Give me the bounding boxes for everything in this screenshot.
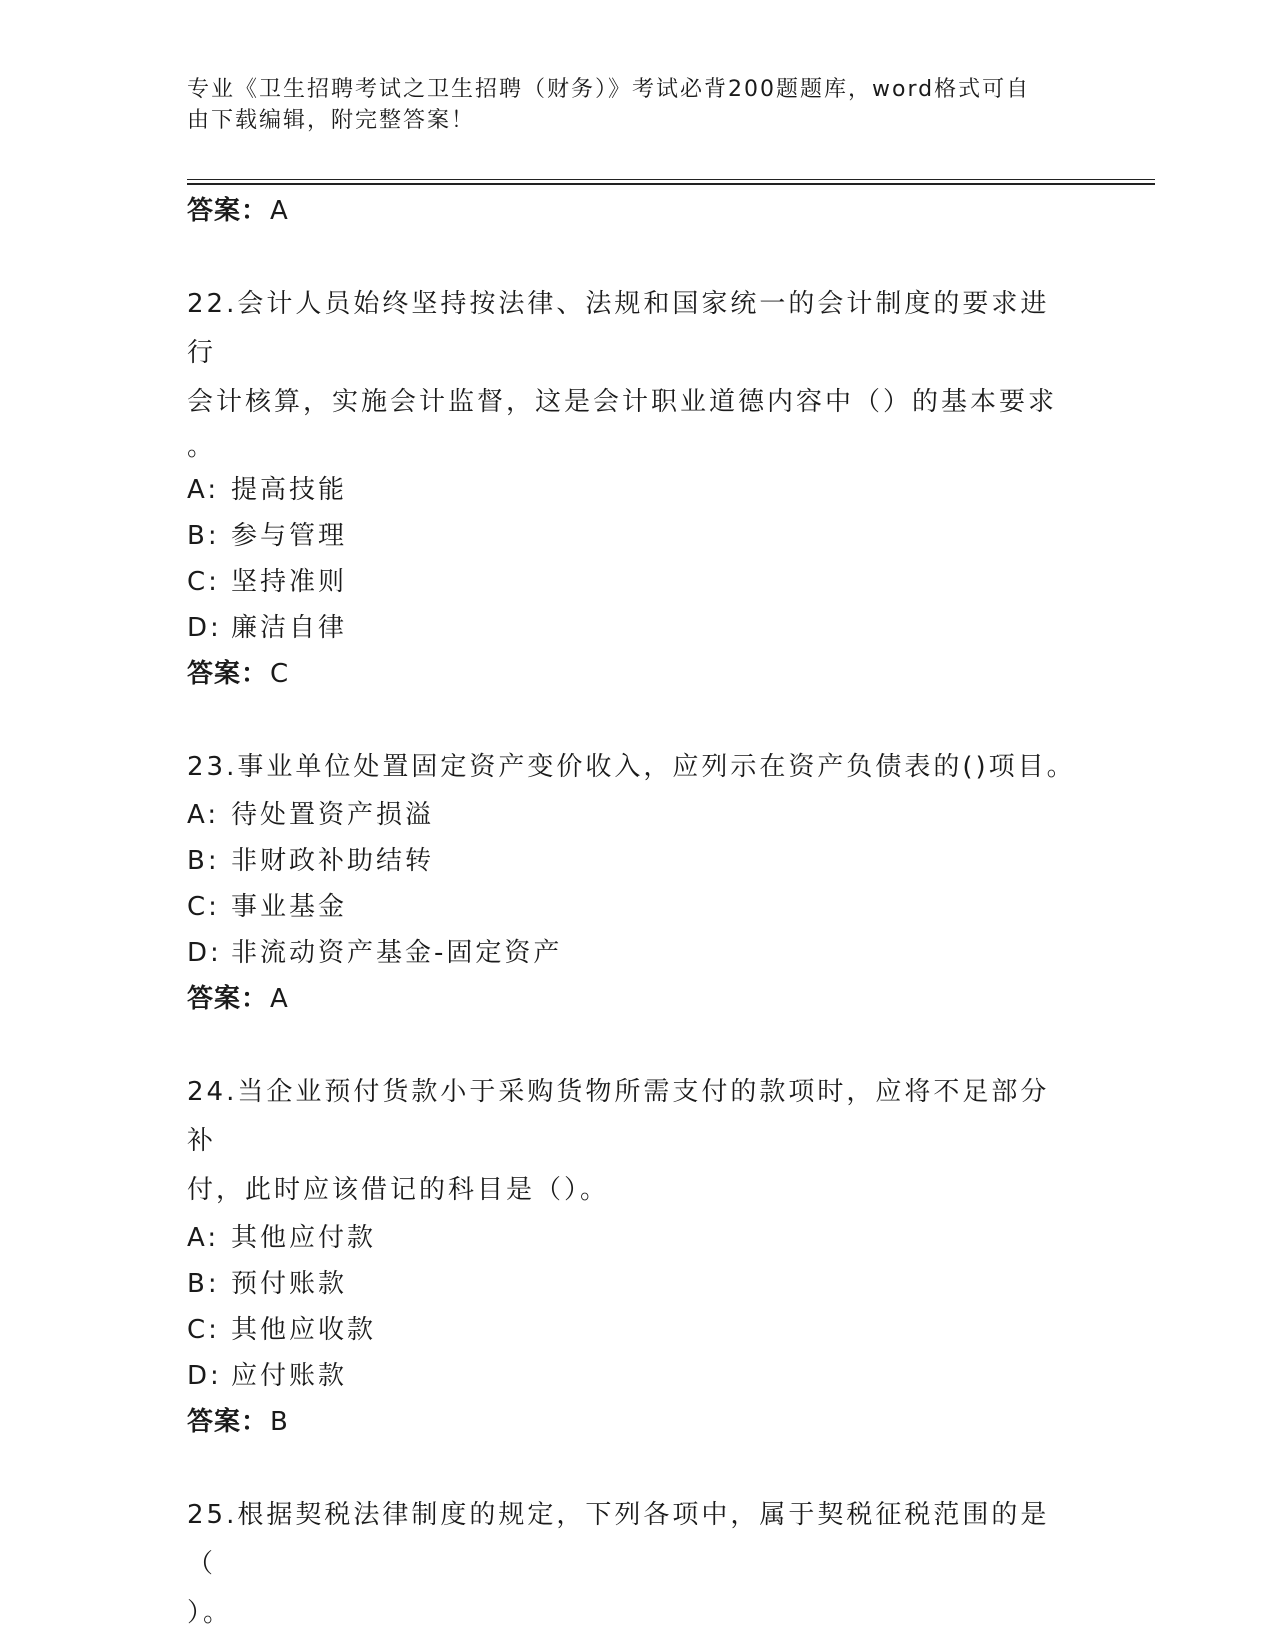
option-letter: D: bbox=[187, 1361, 222, 1391]
option-letter: D: bbox=[187, 613, 222, 643]
option-letter: A: bbox=[187, 475, 220, 505]
question-text-line: 22.会计人员始终坚持按法律、法规和国家统一的会计制度的要求进行 bbox=[187, 289, 1050, 368]
option-text: 其他应付款 bbox=[231, 1223, 377, 1253]
option-letter: B: bbox=[187, 521, 220, 551]
option-c bbox=[187, 884, 1077, 930]
option-letter: C: bbox=[187, 892, 220, 922]
answer-value: B bbox=[270, 1407, 289, 1437]
option-a bbox=[187, 467, 1077, 513]
answer-label: 答案： bbox=[187, 196, 269, 226]
option-d bbox=[187, 930, 1077, 976]
header-line-1: 专业《卫生招聘考试之卫生招聘（财务）》考试必背200题题库，word格式可自 bbox=[187, 77, 1031, 102]
option-text: 应付账款 bbox=[231, 1361, 348, 1391]
header-divider-thin bbox=[187, 179, 1155, 180]
option-a bbox=[187, 1215, 1077, 1261]
answer-value: C bbox=[270, 659, 290, 689]
option-text: 预付账款 bbox=[231, 1269, 348, 1299]
answer-line bbox=[187, 651, 1077, 697]
header-line-2: 由下载编辑，附完整答案！ bbox=[187, 108, 476, 133]
option-letter: D: bbox=[187, 938, 222, 968]
question-24 bbox=[187, 1068, 1077, 1445]
question-text-line: ）。 bbox=[187, 1598, 233, 1628]
question-23 bbox=[187, 743, 1077, 1022]
answer-line bbox=[187, 188, 1077, 234]
question-22 bbox=[187, 280, 1077, 697]
spacer bbox=[187, 1022, 1077, 1068]
option-b bbox=[187, 838, 1077, 884]
answer-line bbox=[187, 1399, 1077, 1445]
answer-label: 答案： bbox=[187, 984, 269, 1014]
option-text: 提高技能 bbox=[231, 475, 348, 505]
question-text-line: 23.事业单位处置固定资产变价收入，应列示在资产负债表的()项目。 bbox=[187, 752, 1076, 782]
answer-label: 答案： bbox=[187, 659, 269, 689]
spacer bbox=[187, 234, 1077, 280]
option-letter: C: bbox=[187, 567, 220, 597]
question-25 bbox=[187, 1491, 1077, 1638]
option-text: 参与管理 bbox=[231, 521, 348, 551]
option-letter: B: bbox=[187, 1269, 220, 1299]
option-b bbox=[187, 513, 1077, 559]
option-text: 廉洁自律 bbox=[231, 613, 348, 643]
option-text: 待处置资产损溢 bbox=[231, 800, 435, 830]
option-letter: A: bbox=[187, 1223, 220, 1253]
option-text: 坚持准则 bbox=[231, 567, 348, 597]
header-divider-thick bbox=[187, 183, 1155, 185]
answer-value: A bbox=[270, 196, 289, 226]
option-c bbox=[187, 559, 1077, 605]
question-text-line: 24.当企业预付货款小于采购货物所需支付的款项时，应将不足部分补 bbox=[187, 1077, 1050, 1156]
option-text: 事业基金 bbox=[231, 892, 348, 922]
spacer bbox=[187, 1445, 1077, 1491]
option-text: 非流动资产基金-固定资产 bbox=[231, 938, 563, 968]
option-letter: C: bbox=[187, 1315, 220, 1345]
question-text-line: 付，此时应该借记的科目是（）。 bbox=[187, 1175, 610, 1205]
question-text-line: 25.根据契税法律制度的规定，下列各项中，属于契税征税范围的是（ bbox=[187, 1500, 1050, 1579]
option-text: 其他应收款 bbox=[231, 1315, 377, 1345]
answer-value: A bbox=[270, 984, 289, 1014]
document-header bbox=[187, 74, 1067, 136]
spacer bbox=[187, 697, 1077, 743]
answer-label: 答案： bbox=[187, 1407, 269, 1437]
option-letter: A: bbox=[187, 800, 220, 830]
document-body bbox=[187, 188, 1077, 1638]
option-b bbox=[187, 1261, 1077, 1307]
question-text-line: 。 bbox=[187, 432, 217, 462]
answer-line bbox=[187, 976, 1077, 1022]
question-text-line: 会计核算，实施会计监督，这是会计职业道德内容中（）的基本要求 bbox=[187, 387, 1058, 417]
option-a bbox=[187, 792, 1077, 838]
option-c bbox=[187, 1307, 1077, 1353]
option-d bbox=[187, 605, 1077, 651]
option-text: 非财政补助结转 bbox=[231, 846, 435, 876]
option-letter: B: bbox=[187, 846, 220, 876]
option-d bbox=[187, 1353, 1077, 1399]
